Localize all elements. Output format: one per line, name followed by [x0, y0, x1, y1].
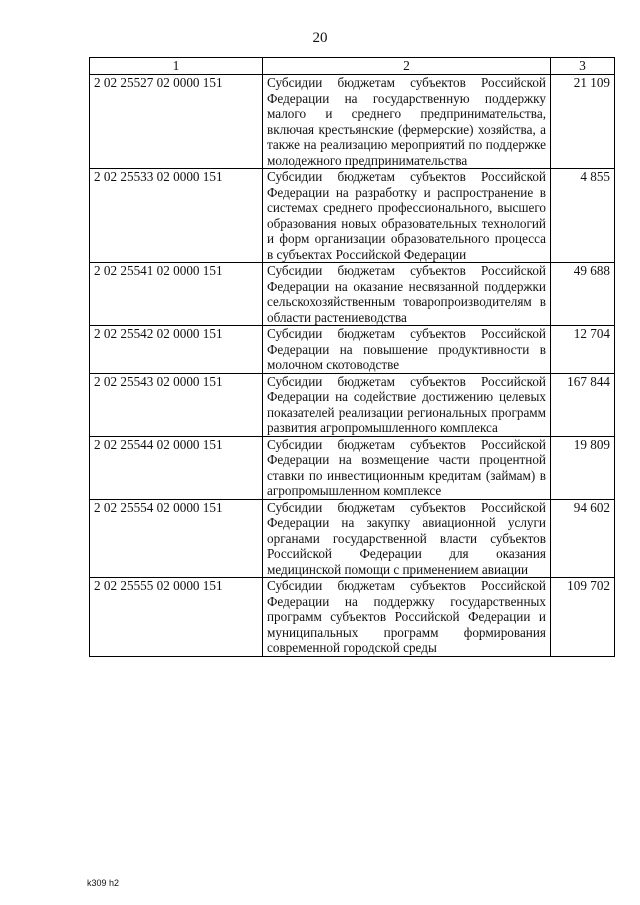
description: Субсидии бюджетам субъектов Российской Федерации на оказание несвязанной поддержки сельскохозяйственным товаропроизводителям в области растениеводства	[263, 263, 551, 326]
amount: 167 844	[551, 373, 615, 436]
description: Субсидии бюджетам субъектов Российской Федерации на содействие достижению целевых показателей реализации региональных программ развития агропромышленного комплекса	[263, 373, 551, 436]
amount: 109 702	[551, 578, 615, 657]
budget-table	[89, 57, 615, 657]
budget-code: 2 02 25527 02 0000 151	[90, 75, 263, 169]
budget-code: 2 02 25541 02 0000 151	[90, 263, 263, 326]
column-header-1: 1	[90, 58, 263, 75]
table-body	[90, 75, 615, 657]
table-row	[90, 169, 615, 263]
description: Субсидии бюджетам субъектов Российской Федерации на поддержку государственных программ субъектов Российской Федерации и муниципальных программ формирования современной городской среды	[263, 578, 551, 657]
header-row	[90, 58, 615, 75]
description: Субсидии бюджетам субъектов Российской Федерации на возмещение части процентной ставки по инвестиционным кредитам (займам) в агропромышленном комплексе	[263, 436, 551, 499]
description: Субсидии бюджетам субъектов Российской Федерации на государственную поддержку малого и среднего предпринимательства, включая крестьянские (фермерские) хозяйства, а также на реализацию мероприятий по поддержке молодежного предпринимательства	[263, 75, 551, 169]
amount: 94 602	[551, 499, 615, 578]
amount: 4 855	[551, 169, 615, 263]
budget-code: 2 02 25542 02 0000 151	[90, 326, 263, 374]
description: Субсидии бюджетам субъектов Российской Федерации на повышение продуктивности в молочном скотоводстве	[263, 326, 551, 374]
description: Субсидии бюджетам субъектов Российской Федерации на разработку и распространение в системах среднего профессионального, высшего образования новых образовательных технологий и форм организации образовательного процесса в субъектах Российской Федерации	[263, 169, 551, 263]
column-header-2: 2	[263, 58, 551, 75]
table-row	[90, 436, 615, 499]
amount: 19 809	[551, 436, 615, 499]
budget-code: 2 02 25555 02 0000 151	[90, 578, 263, 657]
column-header-3: 3	[551, 58, 615, 75]
table-row	[90, 578, 615, 657]
description: Субсидии бюджетам субъектов Российской Федерации на закупку авиационной услуги органами государственной власти субъектов Российской Федерации для оказания медицинской помощи с применением авиации	[263, 499, 551, 578]
document-footer-code: k309 h2	[87, 878, 120, 888]
table-row	[90, 263, 615, 326]
amount: 49 688	[551, 263, 615, 326]
table-row	[90, 373, 615, 436]
table-row	[90, 326, 615, 374]
table-row	[90, 499, 615, 578]
amount: 21 109	[551, 75, 615, 169]
table-row	[90, 75, 615, 169]
amount: 12 704	[551, 326, 615, 374]
budget-code: 2 02 25533 02 0000 151	[90, 169, 263, 263]
budget-code: 2 02 25544 02 0000 151	[90, 436, 263, 499]
budget-code: 2 02 25554 02 0000 151	[90, 499, 263, 578]
table-header	[90, 58, 615, 75]
budget-code: 2 02 25543 02 0000 151	[90, 373, 263, 436]
page-number: 20	[312, 30, 328, 46]
